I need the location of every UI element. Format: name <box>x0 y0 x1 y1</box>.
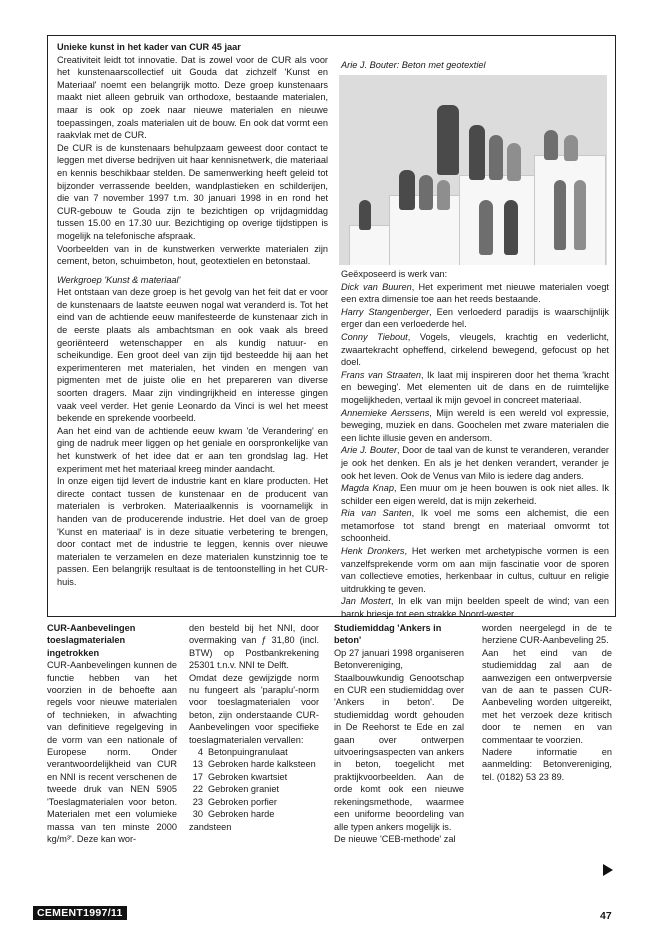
news-title: Studiemiddag 'Ankers in beton' <box>334 623 442 646</box>
artist-entry: Henk Dronkers, Het werken met archetypische vormen is een vanzelfsprekende vorm om aan mijn fascinatie voor de sporen van collectieve emoties, herkenbaar in cultus, cultuur en religie uitdrukking te geven. <box>341 546 609 594</box>
news-text: Op 27 januari 1998 organiseren Betonvereniging, Staalbouwkundig Genootschap en CUR een studiemiddag over 'Ankers in beton'. De studiemiddag wordt gehouden in De Reehorst te Ede en zal gaan over ontwerpen uitvoeringsaspecten van ankers in beton, toegelicht met praktijkvoorbeelden. Aan de orde komt ook een nieuwe rekeningsmethode, waarmee een uniforme beoordeling van alle typen ankers mogelijk is. <box>334 647 464 832</box>
news-text: den besteld bij het NNI, door overmaking van ƒ 31,80 (incl. BTW) op Postbankrekening 25301 t.n.v. NNI te Delft. <box>189 623 319 671</box>
artist-entry: Harry Stangenberger, Een verloederd paradijs is waarschijnlijk erger dan een verloederde hel. <box>341 306 609 330</box>
page-number: 47 <box>600 910 612 922</box>
exposed-intro: Geëxposeerd is werk van: <box>341 269 448 279</box>
news-text: Aan het eind van de studiemiddag zal aan de aanwezigen een ontwerpversie van de aan te passen CUR-Aanbeveling worden uitgereikt, met het verzoek deze kritisch door te nemen en van commentaar te voorzien. <box>482 647 612 745</box>
news-text: Omdat deze gewijzigde norm nu fungeert als 'paraplu'-norm voor toeslagmaterialen voor beton, zijn onderstaande CUR-Aanbevelingen voor specifieke toeslagmaterialen vervallen: <box>189 672 319 745</box>
news-column-1 <box>47 622 177 845</box>
news-text: Nadere informatie en aanmelding: Betonvereniging, tel. (0182) 53 23 89. <box>482 747 612 782</box>
artist-entry: Magda Knap, Een muur om je heen bouwen is ook niet alles. Ik schilder een eigen wereld, dat is mijn zekerheid. <box>341 483 609 506</box>
artist-entry: Conny Tiebout, Vogels, vleugels, krachtig en vederlicht, zwaartekracht opheffend, cirkelend bewegend, gefocust op het doel. <box>341 331 609 368</box>
artist-entry: Annemieke Aerssens, Mijn wereld is een wereld vol expressie, beweging, muziek en dans. Goochelen met zware materialen die een lichte illusie geven en andersom. <box>341 407 609 443</box>
sculpture-photo <box>339 75 607 265</box>
artists-column <box>341 268 609 621</box>
withdrawn-item: 23 Gebroken porfier <box>192 796 277 807</box>
werkgroep-paragraph: Het ontstaan van deze groep is het gevolg van het feit dat er voor de kunstenaars de laatste eeuwen nogal wat veranderd is. Tot het eind van de achtiende eeuw manifesteerde de kunstenaar zich in de eerste plaats als ambachtsman en ook vaak als breed georiënteerd wetenschapper en als kundig natuur- en scheikundige. Een groot deel van zijn tijd besteedde hij aan het experimenteren met materialen, het vinden en mengen van pigmenten met de juiste olie en het prepareren van diverse soorten dragers. Maar zijn vindingrijkheid en interesse gingen vaak veel verder. Het genie Leonardo da Vinci is wel het meest bekende en sprekende voorbeeld. <box>57 287 328 424</box>
artist-entry: Jan Mostert, In elk van mijn beelden speelt de wind; van een barok briesje tot een strakke Noord-wester. <box>341 596 609 620</box>
continue-arrow-icon <box>603 864 613 876</box>
news-column-3 <box>334 622 464 845</box>
withdrawn-item: 13 Gebroken harde kalksteen <box>192 759 316 770</box>
intro-paragraph: De CUR is de kunstenaars behulpzaam geweest door contact te leggen met diverse bedrijven uit haar kennisnetwerk, die materiaal en kennis beschikbaar stelden. De samenwerking heeft geleid tot bijzonder verrassende beelden, wandplastieken en schilderijen, die van 7 november 1997 t.m. 30 januari 1998 in en rond het CUR-gebouw te Gouda zijn te bezichtigen op vrijdagmiddag tussen 15.00 en 17.30 uur. Bezichtiging op overige tijdstippen is mogelijk na telefonische afspraak. <box>57 142 328 241</box>
news-text: CUR-Aanbevelingen kunnen de functie hebben van het voorzien in de behoefte aan regels voor nieuwe materialen of technieken, in afwachting van definitieve regelgeving in de vorm van een nationale of Europese norm. Onder verantwoordelijkheid van CUR en NNI is recent verschenen de tweede druk van NEN 5905 'Toeslagmaterialen voor beton. Materialen met een volumieke massa van ten minste 2000 kg/m³'. Deze kan wor- <box>47 660 177 844</box>
artist-entry: Frans van Straaten, Ik laat mij inspireren door het thema 'kracht en beweging'. Met elementen uit de dans en de ruimtelijke mogelijkheden, vertaal ik mijn gevoel in concreet materiaal. <box>341 369 609 405</box>
artist-entry: Dick van Buuren, Het experiment met nieuwe materialen voegt een extra dimensie toe aan het reeds bestaande. <box>341 281 609 305</box>
withdrawn-item: 17 Gebroken kwartsiet <box>192 771 288 782</box>
withdrawn-item: 30 Gebroken harde zandsteen <box>189 809 275 832</box>
box-title: Unieke kunst in het kader van CUR 45 jaar <box>57 42 241 52</box>
werkgroep-paragraph: Aan het eind van de achtiende eeuw kwam 'de Verandering' en ging de nadruk meer liggen op het geniale en oorspronkelijke van het kunstwerk of het idee dat er aan ten grondslag lag. Het experiment met het materiaal kreeg minder aandacht. <box>57 425 328 474</box>
news-column-4 <box>482 622 612 783</box>
news-text: De nieuwe 'CEB-methode' zal <box>334 833 456 844</box>
withdrawn-item: 22 Gebroken graniet <box>192 784 279 795</box>
intro-paragraph: Creativiteit leidt tot innovatie. Dat is zowel voor de CUR als voor het kunstenaarscollectief uit Gouda dat zichzelf 'Kunst en Materiaal' noemt een belangrijk motto. Deze groep kunstenaars maakt niet alleen gebruik van orthodoxe, bestaande materialen, maar is ook op zoek naar nieuwe materialen en nieuwe toepassingen, zoals materialen uit de bouw. En ook dat vormt een raakvlak met de CUR. <box>57 54 328 141</box>
intro-paragraph: Voorbeelden van in de kunstwerken verwerkte materialen zijn cement, beton, schuimbeton, hout, geotextielen en betonstaal. <box>57 243 328 267</box>
news-column-2 <box>189 622 319 833</box>
photo-caption: Arie J. Bouter: Beton met geotextiel <box>341 60 486 70</box>
news-text: worden neergelegd in de te herziene CUR-Aanbeveling 25. <box>482 623 612 646</box>
box-left-column <box>57 41 328 589</box>
artist-entry: Ria van Santen, Ik voel me soms een alchemist, die een metamorfose tot stand brengt en materiaal omvormt tot schoonheid. <box>341 508 609 544</box>
news-title: CUR-Aanbevelingen toeslagmaterialen ingetrokken <box>47 623 136 658</box>
artist-entry: Arie J. Bouter, Door de taal van de kunst te veranderen, verander je ook het denken. En als je het denken verandert, verander je ook het leven. Ook de Venus van Milo is iedere dag anders. <box>341 445 609 481</box>
withdrawn-item: 4 Betonpuingranulaat <box>197 747 288 758</box>
magazine-label: CEMENT1997/11 <box>33 906 127 920</box>
werkgroep-paragraph: In onze eigen tijd levert de industrie kant en klare producten. Het directe contact tussen de kunstenaar en de producent van materialen is verbroken. Materiaalkennis is voornamelijk in handen van de producerende industrie. Het doel van de groep 'Kunst en materiaal' is in deze situatie verbetering te brengen, door contact met de industrie te leggen, kennis over nieuwe materialen te verzamelen en deze materialen kunstzinnig toe te passen. Een belangrijk resultaat is de tentoonstelling in het CUR-huis. <box>57 476 328 587</box>
werkgroep-title: Werkgroep 'Kunst & materiaal' <box>57 274 181 285</box>
